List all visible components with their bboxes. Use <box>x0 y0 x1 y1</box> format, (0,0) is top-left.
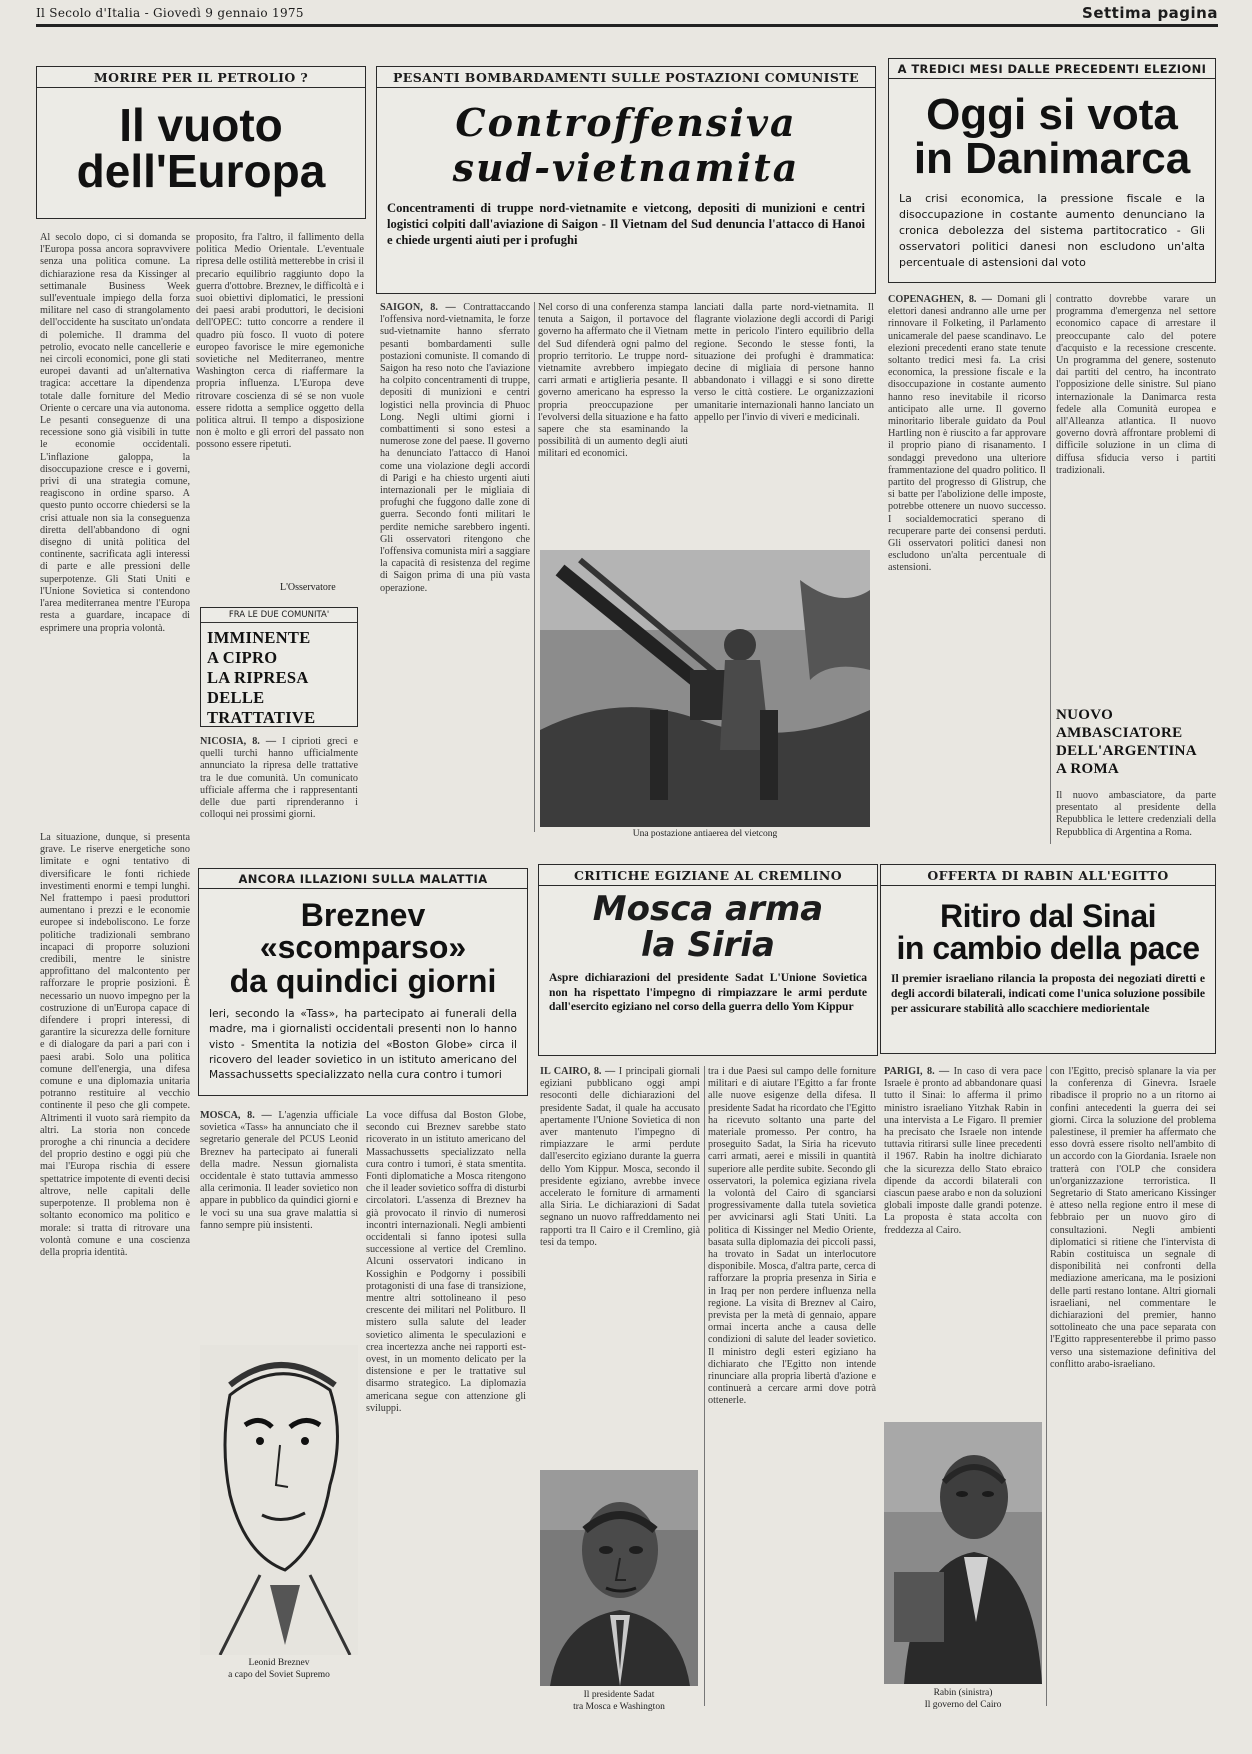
article-danimarca-col2: contratto dovrebbe varare un programma d'emergenza nel settore economico capace di arrestare il preoccupante calo del potere d'acquisto e la recessione crescente. Un programma del genere, sostenuto dai partiti del centro, ha incontrato l'opposizione delle sinistre. Sul piano internazionale la Danimarca resta fedele alla Comunità europea e all'Alleanza atlantica. Il nuovo governo dovrà affrontare problemi di difficile soluzione in un clima di diffusa sfiducia verso i partiti tradizionali. <box>1056 294 1216 476</box>
summary: Ieri, secondo la «Tass», ha partecipato ai funerali della madre, ma i giornalisti occidentali presenti non lo hanno visto - Smentita la notizia del «Boston Globe» circa il ricovero del leader sovietico in un istituto americano del Massachussetts specializzato nella cura contro i tumori <box>209 1008 517 1082</box>
headline-line-3: LA RIPRESA <box>207 668 309 687</box>
column-rule <box>534 302 535 832</box>
headline-line-4: DELLE TRATTATIVE <box>207 688 316 727</box>
headline-line-2: A CIPRO <box>207 648 278 667</box>
breznev-drawing-image <box>200 1345 358 1655</box>
dateline: SAIGON, 8. — <box>380 302 456 313</box>
dateline: MOSCA, 8. — <box>200 1110 272 1121</box>
article-petrolio-col1-cont: La situazione, dunque, si presenta grave. Le riserve energetiche sono limitate e ogni tentativo di diversificare le fonti richiede investimenti enormi e tempi lunghi. Nel frattempo i paesi produttori aumentano i prezzi e le economie europee si indeboliscono. Le forze politiche tradizionali sembrano incapaci di proporre soluzioni credibili, mentre le sinistre approfittano del malcontento per rafforzare le proprie posizioni. È necessario un nuovo impegno per la costruzione di un'Europa capace di difendere i propri interessi, di garantire la sicurezza delle forniture e di dialogare da pari a pari con i paesi arabi. Solo una politica comune dell'energia, una difesa comune e una diplomazia unitaria potranno restituire al vecchio continente il peso che gli compete. Altrimenti il vuoto sarà riempito da altri. La storia non concede proroghe a chi rinuncia a decidere del proprio destino e oggi più che mai l'Europa rischia di essere spettatrice impotente di eventi decisi altrove, nelle capitali delle superpotenze. Il problema non è soltanto economico ma politico e morale: si tratta di ritrovare una volontà comune e una coscienza della propria identità. <box>40 832 190 1258</box>
headline-line-2: in Danimarca <box>913 134 1191 183</box>
dateline: IL CAIRO, 8. — <box>540 1066 616 1077</box>
headline-line-2: sud-vietnamita <box>452 145 800 190</box>
section-title: Settima pagina <box>1082 4 1218 22</box>
dateline: PARIGI, 8. — <box>884 1066 950 1077</box>
article-vietnam-col1: SAIGON, 8. — Contrattaccando l'offensiva nord-vietnamita, le forze sud-vietnamite hanno sferrato pesanti bombardamenti sulle postazioni comuniste. Il comando di Saigon ha reso noto che l'aviazione ha colpito concentramenti di truppe, depositi di munizioni e centri logistici nella provincia di Phuoc Long. Negli ultimi giorni i combattimenti si sono estesi a numerose zone del paese. Il governo ha denunciato l'attacco di Hanoi come una violazione degli accordi di Parigi e ha chiesto urgenti aiuti internazionali per le migliaia di profughi che fuggono dalle zone di guerra. Secondo fonti militari le perdite nemiche sarebbero ingenti. Gli osservatori ritengono che l'offensiva comunista miri a saggiare la capacità di resistenza del regime di Saigon prima di una più vasta operazione. <box>380 302 530 594</box>
headline-line-1: NUOVO <box>1056 707 1114 723</box>
article-siria-header <box>538 864 878 1056</box>
column-rule <box>1046 1066 1047 1706</box>
kicker: MORIRE PER IL PETROLIO ? <box>37 67 365 88</box>
headline-line-2: AMBASCIATORE <box>1056 725 1183 741</box>
article-siria-col1: IL CAIRO, 8. — I principali giornali egiziani pubblicano oggi ampi resoconti delle dichiarazioni del presidente Sadat, il quale ha accusato apertamente l'Unione Sovietica di non aver mantenuto l'impegno di rimpiazzare le armi perdute dall'esercito egiziano durante la guerra dello Yom Kippur. Mosca, secondo il presidente egiziano, avrebbe invece accelerato le forniture di armamenti alla Siria. Le dichiarazioni di Sadat segnano un nuovo raffreddamento nei rapporti tra Il Cairo e il Cremlino, già tesi da tempo. <box>540 1066 700 1248</box>
article-vietnam-col2: Nel corso di una conferenza stampa tenuta a Saigon, il portavoce del governo ha affermato che il Vietnam del Sud difenderà ogni palmo del proprio territorio. Le truppe nord-vietnamite avrebbero impiegato carri armati e artiglieria pesante. Il governo americano ha espresso la propria preoccupazione per l'evolversi della situazione e ha fatto sapere che sta esaminando la possibilità di un aumento degli aiuti militari ed economici. <box>538 302 688 460</box>
kicker: A TREDICI MESI DALLE PRECEDENTI ELEZIONI <box>889 59 1215 79</box>
article-argentina-text: Il nuovo ambasciatore, da parte presentato al presidente della Repubblica le lettere credenziali della Repubblica di Argentina a Roma. <box>1056 790 1216 838</box>
headline-line-1: Mosca arma <box>592 889 824 929</box>
photo-caption-2: tra Mosca e Washington <box>573 1702 665 1712</box>
article-danimarca-header <box>888 58 1216 283</box>
summary: La crisi economica, la pressione fiscale e la disoccupazione in costante aumento denunciano la cronica debolezza del sistema partitocratico - Gli osservatori politici danesi non escludono un'alta percentuale di astensioni dal voto <box>899 192 1205 269</box>
column-rule <box>1050 294 1051 844</box>
summary: Aspre dichiarazioni del presidente Sadat L'Unione Sovietica non ha rispettato l'impegno di rimpiazzare le armi perdute dall'esercito egiziano nel corso della guerra dello Yom Kippur <box>549 971 867 1014</box>
article-sinai-col1: PARIGI, 8. — In caso di vera pace Israele è pronto ad abbandonare quasi tutto il Sinai: lo afferma il primo ministro israeliano Yitzhak Rabin in una intervista a Le Figaro. Il premier ha precisato che Israele non intende tuttavia ritirarsi sulle linee precedenti il 1967. Rabin ha inoltre dichiarato che la sicurezza dello Stato ebraico dipende da accordi bilaterali con ciascun paese arabo e non da soluzioni globali imposte dalle grandi potenze. La proposta è stata accolta con freddezza al Cairo. <box>884 1066 1042 1236</box>
photo-caption-2: Il governo del Cairo <box>924 1700 1002 1710</box>
article-sinai-col2: con l'Egitto, precisò splanare la via per la conferenza di Ginevra. Israele ribadisce il proprio no a un ritorno ai confini antecedenti la guerra dei sei giorni. Circa la soluzione del problema palestinese, il premier ha affermato che esso dovrà essere risolto nell'ambito di un accordo con la Giordania. Israele non tratterà con l'OLP che considera un'organizzazione terroristica. Il Segretario di Stato americano Kissinger è atteso nella regione entro il mese di febbraio per un nuovo giro di consultazioni. Negli ambienti diplomatici si ritiene che l'intervista di Rabin costituisca un segnale di disponibilità nei confronti della mediazione americana, ma le posizioni delle parti restano lontane. Altri giornali israeliani, nel commentare le dichiarazioni del premier, hanno sottolineato che una pace separata con l'Egitto rappresenterebbe il primo passo verso una sistemazione definitiva del conflitto arabo-israeliano. <box>1050 1066 1216 1370</box>
signature: L'Osservatore <box>280 582 336 593</box>
vietnam-photo <box>540 550 870 827</box>
headline-line-1: Breznev «scomparso» <box>259 897 467 965</box>
headline-line-1: IMMINENTE <box>207 628 311 647</box>
photo-caption-1: Rabin (sinistra) <box>933 1688 993 1698</box>
headline-line-1: Ritiro dal Sinai <box>939 898 1157 934</box>
article-breznev-col2: La voce diffusa dal Boston Globe, secondo cui Breznev sarebbe stato ricoverato in un istituto americano del Massachussetts specializzato nella cura contro i tumori, è stata smentita. Fonti diplomatiche a Mosca ritengono che il leader sovietico soffra di disturbi circolatori. L'assenza di Breznev ha già provocato il rinvio di numerosi incontri internazionali. Negli ambienti occidentali si fanno ipotesi sulla successione al vertice del Cremlino. Alcuni osservatori indicano in Kossighin e Podgorny i possibili protagonisti di una fase di transizione, mentre altri sottolineano il peso crescente dei militari nel Politburo. Il mistero sulla salute del leader sovietico alimenta le speculazioni e crea incertezza anche nei rapporti est-ovest, in un momento delicato per la distensione e per le trattative sul disarmo strategico. La diplomazia americana segue con attenzione gli sviluppi. <box>366 1110 526 1414</box>
article-cipro-text: NICOSIA, 8. — I ciprioti greci e quelli turchi hanno ufficialmente annunciato la ripresa delle trattative tra le due comunità. Un comunicato ufficiale afferma che i rappresentanti delle due parti riprenderanno i colloqui nei prossimi giorni. <box>200 736 358 821</box>
masthead-date: Il Secolo d'Italia - Giovedì 9 gennaio 1975 <box>36 6 304 20</box>
photo-caption-1: Il presidente Sadat <box>583 1690 655 1700</box>
article-danimarca-col1: COPENAGHEN, 8. — Domani gli elettori danesi andranno alle urne per rinnovare il Folketing, il Parlamento unicamerale del paese scandinavo. Le elezioni precedenti erano state tenute soltanto tredici mesi fa. La crisi economica, la pressione fiscale e la disoccupazione in costante aumento hanno reso inevitabile il ricorso anticipato alle urne. Il governo minoritario liberale guidato da Poul Hartling non è riuscito a far approvare il proprio piano di risanamento. I sondaggi prevedono una ulteriore frammentazione del quadro politico. Il partito del progresso di Glistrup, che si batte per l'abolizione delle imposte, potrebbe ottenere un nuovo successo. I socialdemocratici sperano di recuperare parte dei consensi perduti. Gli osservatori politici danesi non escludono un'alta percentuale di astensioni. <box>888 294 1046 574</box>
article-siria-col2: tra i due Paesi sul campo delle forniture militari e di aiutare l'Egitto a far fronte alle nuove esigenze della difesa. Il presidente Sadat ha ricordato che l'Egitto ha ricevuto soltanto una parte del materiale promesso. Per contro, ha proseguito Sadat, la Siria ha ricevuto carri armati, aerei e missili in quantità superiore alle perdite subite. Secondo gli osservatori, la polemica egiziana rivela la volontà del Cairo di sganciarsi progressivamente dalla tutela sovietica per avvicinarsi agli Stati Uniti. La politica di Kissinger nel Medio Oriente, basata sulla diplomazia dei piccoli passi, ha trovato in Sadat un interlocutore disponibile. Mosca, d'altra parte, cerca di rafforzare la propria presenza in Siria e in Iraq per non perdere influenza nella regione. La visita di Breznev al Cairo, prevista per la metà di gennaio, appare ormai incerta anche a causa delle condizioni di salute del leader sovietico. Il ministro degli esteri egiziano ha dichiarato che l'Egitto non intende rinunciare alla propria libertà d'azione e continuerà a cercare armi dove potrà ottenerle. <box>708 1066 876 1407</box>
headline-line-2: in cambio della pace <box>896 930 1200 966</box>
headline-line-2: dell'Europa <box>76 145 326 197</box>
photo-caption-1: Leonid Breznev <box>248 1658 310 1668</box>
rabin-photo <box>884 1422 1042 1684</box>
sadat-portrait-image <box>540 1470 698 1686</box>
headline-line-1: Oggi si vota <box>926 90 1178 139</box>
kicker: ANCORA ILLAZIONI SULLA MALATTIA <box>199 869 527 889</box>
headline-line-4: A ROMA <box>1056 761 1120 777</box>
summary: Il premier israeliano rilancia la proposta dei negoziati diretti e degli accordi bilaterali, indicati come l'unica soluzione possibile per assicurare stabilità allo scacchiere mediorientale <box>891 972 1205 1015</box>
article-breznev-header <box>198 868 528 1096</box>
photo-caption: Una postazione antiaerea del vietcong <box>632 829 778 839</box>
headline-line-1: Controffensiva <box>455 100 797 145</box>
column-rule <box>704 1066 705 1706</box>
headline-line-2: la Siria <box>641 924 775 965</box>
sadat-photo <box>540 1470 698 1686</box>
summary: Concentramenti di truppe nord-vietnamite e vietcong, depositi di munizioni e centri logistici colpiti dall'aviazione di Saigon - Il Vietnam del Sud denuncia l'attacco di Hanoi e chiede urgenti aiuti per i profughi <box>387 201 865 248</box>
headline-line-3: DELL'ARGENTINA <box>1056 743 1197 759</box>
article-vietnam-header <box>376 66 876 294</box>
dateline: NICOSIA, 8. — <box>200 736 277 747</box>
kicker: OFFERTA DI RABIN ALL'EGITTO <box>881 865 1215 886</box>
article-sinai-header <box>880 864 1216 1054</box>
headline-line-1: Il vuoto <box>119 99 283 151</box>
article-cipro-header <box>200 607 358 727</box>
article-petrolio-header <box>36 66 366 219</box>
article-petrolio-col1: Al secolo dopo, ci si domanda se l'Europa possa ancora sopravvivere senza una politica comune. La dichiarazione resa da Kissinger al settimanale Business Week sull'eventuale impiego della forza militare nel caso di strangolamento dell'occidente ha suscitato un'ondata di polemiche. Il dramma del petrolio, evocato nelle cancellerie e nei circoli economici, pone gli stati europei davanti ad un'alternativa tragica: accettare la dipendenza totale dalle forniture del Medio Oriente o cercare una via autonoma. Le pesanti conseguenze di una recessione sono già visibili in tutte le economie occidentali. L'inflazione galoppa, la disoccupazione cresce e i governi, privi di una strategia comune, reagiscono in ordine sparso. A questo punto occorre chiedersi se la crisi attuale non sia la conseguenza diretta dell'abbandono di ogni disegno di unità politica del continente, sacrificata agli interessi di parte e alle pressioni delle superpotenze. Gli Stati Uniti e l'Unione Sovietica si contendono l'area mediterranea mentre l'Europa resta a guardare, incapace di esprimere una propria volontà. <box>40 232 190 634</box>
dateline: COPENAGHEN, 8. — <box>888 294 992 305</box>
breznev-caricature <box>200 1345 358 1655</box>
article-breznev-col1: MOSCA, 8. — L'agenzia ufficiale sovietica «Tass» ha annunciato che il segretario generale del PCUS Leonid Breznev ha partecipato ai funerali della madre. Nessun giornalista occidentale è stato tuttavia ammesso alla cerimonia. Il leader sovietico non appare in pubblico da quindici giorni e le voci su una sua grave malattia si fanno sempre più insistenti. <box>200 1110 358 1231</box>
masthead-rule <box>36 24 1218 27</box>
photo-caption-2: a capo del Soviet Supremo <box>228 1670 330 1680</box>
article-petrolio-col2: proposito, fra l'altro, il fallimento della politica Medio Orientale. L'eventuale ripresa delle ostilità metterebbe in crisi il precario equilibrio raggiunto dopo la guerra d'ottobre. Breznev, le difficoltà e i suoi obiettivi diplomatici, le pressioni dei paesi arabi produttori, le decisioni dell'OPEC: tutto concorre a rendere il quadro più fosco. Il vuoto di potere europeo favorisce le mire egemoniche sovietiche nel Mediterraneo, mentre Washington cerca di riaffermare la propria influenza. L'Europa deve ritrovare coscienza di sé se non vuole essere ridotta a semplice oggetto della politica altrui. Il tempo a disposizione non è molto e gli errori del passato non possono essere ripetuti. <box>196 232 364 451</box>
kicker: CRITICHE EGIZIANE AL CREMLINO <box>539 865 877 886</box>
article-vietnam-col3: lanciati dalla parte nord-vietnamita. Il flagrante violazione degli accordi di Parigi mette in pericolo l'intero equilibrio della regione. Secondo le stesse fonti, la situazione dei profughi è drammatica: decine di migliaia di persone hanno abbandonato i villaggi e si sono dirette verso le città costiere. Le organizzazioni umanitarie internazionali hanno lanciato un appello per l'invio di viveri e medicinali. <box>694 302 874 423</box>
kicker: FRA LE DUE COMUNITA' <box>201 608 357 623</box>
antiaircraft-gun-image <box>540 550 870 827</box>
kicker: PESANTI BOMBARDAMENTI SULLE POSTAZIONI COMUNISTE <box>377 67 875 88</box>
rabin-portrait-image <box>884 1422 1042 1684</box>
headline-line-2: da quindici giorni <box>229 963 497 999</box>
